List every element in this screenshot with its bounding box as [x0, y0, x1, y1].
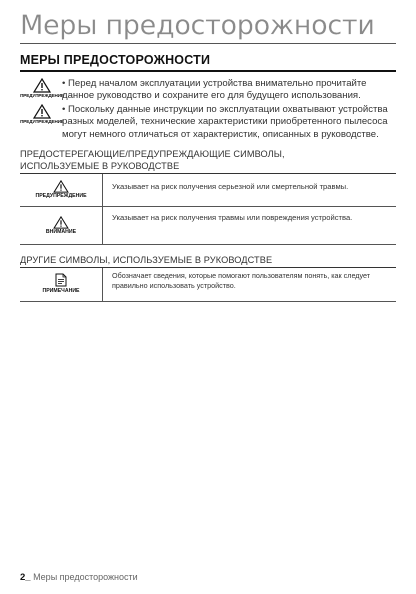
symbol-description: Обозначает сведения, которые помогают пользователям понять, как следует правильно использовать устройство. [112, 271, 371, 290]
symbols-heading-line1: ПРЕДОСТЕРЕГАЮЩИЕ/ПРЕДУПРЕЖДАЮЩИЕ СИМВОЛЫ, [20, 149, 285, 159]
symbol-description: Указывает на риск получения травмы или повреждения устройства. [112, 213, 353, 222]
warning-text: • Перед началом эксплуатации устройства внимательно прочитайте данное руководство и сохраните его для будущего использования. [62, 78, 367, 102]
caution-triangle-icon [53, 216, 69, 229]
warning-triangle-icon [33, 78, 51, 93]
warning-triangle-icon [53, 180, 69, 193]
other-symbols-heading: ДРУГИЕ СИМВОЛЫ, ИСПОЛЬЗУЕМЫЕ В РУКОВОДСТВЕ [20, 255, 273, 265]
warning-icon-block [20, 104, 64, 125]
symbol-icon-cell [20, 174, 103, 206]
symbol-icon-label: ПРИМЕЧАНИЕ [42, 288, 80, 294]
section-title: МЕРЫ ПРЕДОСТОРОЖНОСТИ [20, 53, 211, 67]
note-icon [55, 273, 67, 287]
symbol-icon-cell [20, 268, 103, 301]
symbol-icon-cell [20, 207, 103, 244]
warning-icon-block [20, 78, 64, 99]
warning-text: • Поскольку данные инструкции по эксплуатации охватывают устройства разных моделей, технические характеристики приобретенного пылесоса могут немного отличаться от характеристик, описанных в руководстве. [62, 104, 388, 140]
section-title-divider [20, 70, 396, 72]
page-number: 2_ [20, 572, 31, 583]
warning-item [20, 104, 396, 144]
warning-icon-label: ПРЕДУПРЕЖДЕНИЕ [20, 119, 64, 124]
warning-triangle-icon [33, 104, 51, 119]
warning-item [20, 78, 396, 106]
symbol-row [20, 207, 396, 245]
page-footer [20, 572, 138, 583]
symbol-row [20, 174, 396, 207]
footer-label: Меры предосторожности [30, 572, 138, 582]
symbol-row [20, 268, 396, 302]
page-header: Меры предосторожности [20, 10, 375, 41]
symbols-heading-line2: ИСПОЛЬЗУЕМЫЕ В РУКОВОДСТВЕ [20, 161, 180, 171]
header-divider [20, 43, 396, 44]
warning-icon-label: ПРЕДУПРЕЖДЕНИЕ [20, 93, 64, 98]
symbol-icon-label: ПРЕДУПРЕЖДЕНИЕ [35, 193, 87, 199]
symbol-icon-label: ВНИМАНИЕ [45, 229, 77, 235]
symbol-description: Указывает на риск получения серьезной или смертельной травмы. [112, 182, 349, 191]
